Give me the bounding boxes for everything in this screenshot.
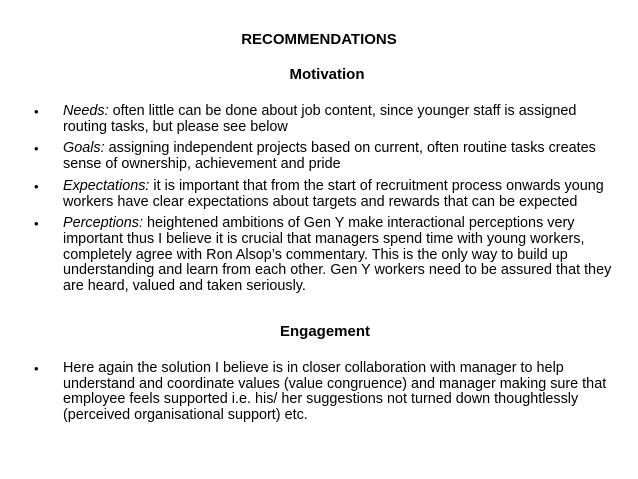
bullet-icon: • [34,361,39,376]
bullet-icon: • [34,141,39,157]
list-item [34,216,614,295]
motivation-heading: Motivation [289,66,365,83]
item-term: Needs: [63,103,109,119]
item-text: assigning independent projects based on current, often routine tasks creates sense of ownership, achievement and pride [63,140,596,173]
slide-title: RECOMMENDATIONS [241,31,397,48]
item-text: often little can be done about job content, since younger staff is assigned routing tasks, but please see below [63,103,577,135]
bullet-icon: • [34,178,39,194]
list-item [34,179,614,210]
list-item [34,361,614,424]
item-text: heightened ambitions of Gen Y make interactional perceptions very important thus I believe it is crucial that managers spend time with young workers, completely agree with Ron Alsop’s commentary. This is the only way to build up understanding and learn from each other. Gen Y workers need to be assured that they are heard, valued and taken seriously. [63,215,612,295]
bullet-icon: • [34,216,39,232]
item-text: it is important that from the start of recruitment process onwards young workers have clear expectations about targets and rewards that can be expected [63,177,604,210]
list-item [34,141,614,172]
bullet-icon: • [34,104,39,119]
engagement-list [34,361,614,424]
item-text: Here again the solution I believe is in closer collaboration with manager to help understand and coordinate values (value congruence) and manager making sure that employee feels supported i.e. his/ her suggestions not turned down thoughtlessly (perceived organisational support) etc. [63,360,607,424]
item-term: Expectations: [63,177,150,194]
engagement-heading: Engagement [279,323,370,340]
list-item [34,104,614,135]
item-term: Perceptions: [63,215,143,232]
item-term: Goals: [63,140,105,157]
motivation-list [34,104,614,301]
